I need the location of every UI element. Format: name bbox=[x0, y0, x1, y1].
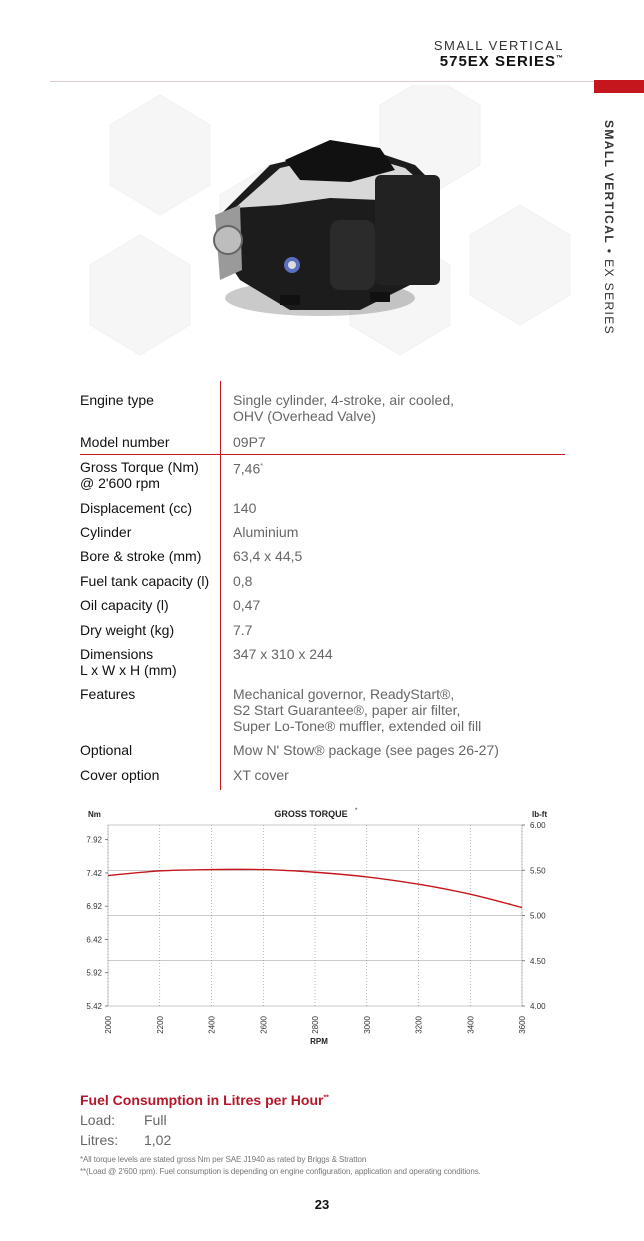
y-tick-label: 6.92 bbox=[86, 902, 102, 912]
x-tick-label: 2600 bbox=[259, 1016, 269, 1034]
y2-tick-label: 5.00 bbox=[530, 911, 546, 921]
x-tick-label: 3600 bbox=[518, 1016, 527, 1034]
chart-title-sup: * bbox=[355, 808, 358, 814]
fuel-consumption-title: Fuel Consumption in Litres per Hour** bbox=[80, 1092, 329, 1108]
spec-value: 0,8 bbox=[233, 573, 253, 589]
x-tick-label: 2400 bbox=[207, 1016, 217, 1034]
spec-value: 347 x 310 x 244 bbox=[233, 646, 333, 662]
spec-highlight-rule bbox=[80, 454, 565, 455]
spec-value: Mechanical governor, ReadyStart®, S2 Start Guarantee®, paper air filter, Super Lo-Tone® muffler, extended oil fill bbox=[233, 686, 482, 734]
y-tick-label: 5.92 bbox=[86, 968, 102, 978]
spec-value: 140 bbox=[233, 500, 257, 516]
spec-value: 09P7 bbox=[233, 434, 266, 450]
fuel-footnote: **(Load @ 2'600 rpm). Fuel consumption is depending on engine configuration, application and operating conditions. bbox=[80, 1167, 481, 1176]
spec-label: Model number bbox=[80, 434, 170, 450]
spec-label: Dimensions L x W x H (mm) bbox=[80, 646, 177, 678]
section-sidebar bbox=[596, 120, 620, 360]
header-rule bbox=[50, 81, 595, 82]
spec-label: Engine type bbox=[80, 392, 154, 408]
fuel-litres-row: Litres: 1,02 bbox=[80, 1132, 172, 1148]
y-axis-label: Nm bbox=[88, 810, 101, 819]
page-number: 23 bbox=[314, 1197, 330, 1212]
y-tick-label: 5.42 bbox=[86, 1002, 102, 1011]
series-category: SMALL VERTICAL bbox=[433, 38, 564, 53]
spec-label: Fuel tank capacity (l) bbox=[80, 573, 210, 589]
spec-label: Features bbox=[80, 686, 136, 702]
sidebar-label: SMALL VERTICAL • EX SERIES bbox=[602, 120, 616, 336]
x-axis-label: RPM bbox=[310, 1037, 328, 1046]
x-tick-label: 2200 bbox=[155, 1016, 165, 1034]
x-tick-label: 2000 bbox=[104, 1016, 113, 1034]
spec-value: 7.7 bbox=[233, 622, 253, 638]
spec-label: Displacement (cc) bbox=[80, 500, 193, 516]
chart-title: GROSS TORQUE bbox=[274, 809, 348, 819]
y2-tick-label: 4.50 bbox=[530, 956, 546, 966]
torque-chart bbox=[78, 803, 558, 1053]
spec-value: 0,47 bbox=[233, 597, 261, 613]
y2-tick-label: 5.50 bbox=[530, 866, 546, 876]
spec-label: Oil capacity (l) bbox=[80, 597, 169, 613]
x-tick-label: 2800 bbox=[311, 1016, 320, 1034]
spec-value: Aluminium bbox=[233, 524, 299, 540]
spec-label: Gross Torque (Nm) @ 2'600 rpm bbox=[80, 459, 199, 491]
fuel-load-row: Load: Full bbox=[80, 1112, 167, 1128]
series-title: 575EX SERIES™ bbox=[439, 53, 564, 70]
torque-footnote: *All torque levels are stated gross Nm per SAE J1940 as rated by Briggs & Stratton bbox=[80, 1155, 367, 1164]
x-tick-label: 3400 bbox=[466, 1016, 476, 1034]
spec-label: Cover option bbox=[80, 767, 160, 783]
spec-divider bbox=[220, 381, 221, 790]
y2-tick-label: 4.00 bbox=[530, 1002, 546, 1011]
y-tick-label: 6.42 bbox=[86, 935, 102, 945]
spec-value: XT cover bbox=[233, 767, 289, 783]
engine-image bbox=[180, 120, 470, 340]
y2-axis-label: lb-ft bbox=[532, 810, 548, 819]
x-tick-label: 3000 bbox=[362, 1016, 372, 1034]
spec-label: Dry weight (kg) bbox=[80, 622, 175, 638]
spec-value: 7,46* bbox=[233, 460, 263, 477]
section-tab bbox=[594, 80, 644, 93]
spec-value: 63,4 x 44,5 bbox=[233, 548, 303, 564]
spec-label: Bore & stroke (mm) bbox=[80, 548, 202, 564]
y-tick-label: 7.92 bbox=[86, 835, 102, 845]
page-header bbox=[434, 38, 564, 70]
spec-label: Cylinder bbox=[80, 524, 132, 540]
spec-value: Single cylinder, 4-stroke, air cooled, OHV (Overhead Valve) bbox=[233, 392, 454, 424]
spec-label: Optional bbox=[80, 742, 133, 758]
spec-value: Mow N' Stow® package (see pages 26-27) bbox=[233, 742, 499, 758]
y-tick-label: 7.42 bbox=[86, 868, 102, 878]
x-tick-label: 3200 bbox=[414, 1016, 424, 1034]
y2-tick-label: 6.00 bbox=[530, 821, 546, 830]
